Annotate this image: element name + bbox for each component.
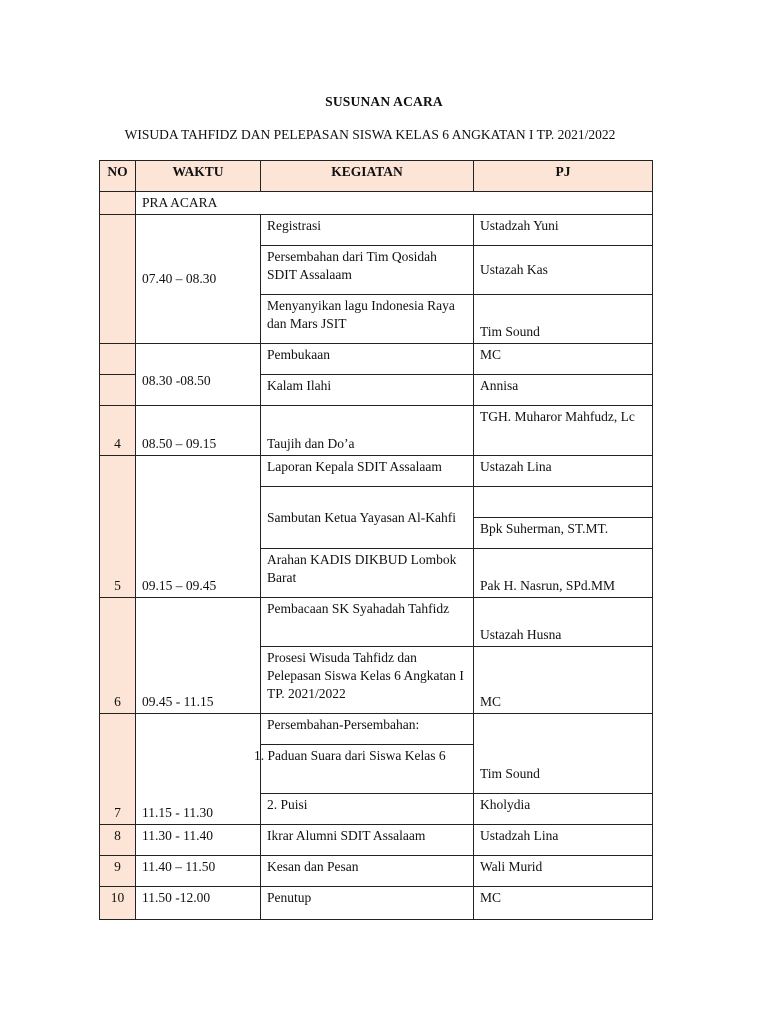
pj-cell: Ustazah Lina <box>474 456 653 487</box>
pj-cell: Tim Sound <box>474 714 653 794</box>
header-waktu: WAKTU <box>136 161 261 192</box>
row-no-cell: 7 <box>100 714 136 825</box>
row-no-cell: 8 <box>100 825 136 856</box>
kegiatan-cell <box>254 745 474 794</box>
row-no-cell: 6 <box>100 598 136 714</box>
row-no-cell: 5 <box>100 456 136 598</box>
table-row <box>100 456 653 487</box>
pj-cell: MC <box>474 887 653 920</box>
pj-cell: Annisa <box>474 375 653 406</box>
kegiatan-cell: Pembukaan <box>261 344 474 375</box>
row-no-cell: 10 <box>100 887 136 920</box>
pj-cell: Pak H. Nasrun, SPd.MM <box>474 549 653 598</box>
kegiatan-cell: Registrasi <box>261 215 474 246</box>
table-row <box>100 598 653 647</box>
document-subtitle: WISUDA TAHFIDZ DAN PELEPASAN SISWA KELAS 6 ANGKATAN I TP. 2021/2022 <box>124 127 616 142</box>
row-no-cell <box>100 375 136 406</box>
waktu-cell: 11.50 -12.00 <box>136 887 261 920</box>
table-row <box>100 887 653 920</box>
pj-cell: TGH. Muharor Mahfudz, Lc <box>474 406 653 456</box>
kegiatan-cell: Penutup <box>261 887 474 920</box>
pj-cell: Ustadzah Yuni <box>474 215 653 246</box>
pj-cell: MC <box>474 344 653 375</box>
pj-cell: Wali Murid <box>474 856 653 887</box>
header-pj: PJ <box>474 161 653 192</box>
waktu-cell: 09.15 – 09.45 <box>136 456 261 598</box>
kegiatan-cell: Ikrar Alumni SDIT Assalaam <box>261 825 474 856</box>
list-number: 1. <box>254 748 265 763</box>
kegiatan-cell: Menyanyikan lagu Indonesia Raya dan Mars JSIT <box>261 295 474 344</box>
header-no: NO <box>100 161 136 192</box>
waktu-cell: 08.30 -08.50 <box>136 344 261 406</box>
pra-acara-label: PRA ACARA <box>136 192 653 215</box>
waktu-cell: 09.45 - 11.15 <box>136 598 261 714</box>
waktu-cell: 11.15 - 11.30 <box>136 714 261 825</box>
waktu-cell: 07.40 – 08.30 <box>136 215 261 344</box>
kegiatan-cell: Persembahan-Persembahan: <box>261 714 474 745</box>
header-kegiatan: KEGIATAN <box>261 161 474 192</box>
kegiatan-cell: Pembacaan SK Syahadah Tahfidz <box>261 598 474 647</box>
pj-cell: Ustadzah Lina <box>474 825 653 856</box>
kegiatan-cell: Kesan dan Pesan <box>261 856 474 887</box>
table-row <box>100 344 653 375</box>
kegiatan-cell: Prosesi Wisuda Tahfidz dan Pelepasan Siswa Kelas 6 Angkatan I TP. 2021/2022 <box>261 647 474 714</box>
header-row <box>100 161 653 192</box>
list-item-text: Paduan Suara dari Siswa Kelas 6 <box>267 748 446 763</box>
table-row <box>100 825 653 856</box>
row-no-cell <box>100 192 136 215</box>
waktu-cell: 08.50 – 09.15 <box>136 406 261 456</box>
table-row <box>100 192 653 215</box>
pj-cell: MC <box>474 647 653 714</box>
kegiatan-cell: 2. Puisi <box>261 794 474 825</box>
row-no-cell <box>100 215 136 344</box>
pj-cell <box>474 487 653 518</box>
pj-cell: Tim Sound <box>474 295 653 344</box>
kegiatan-cell: Taujih dan Do’a <box>261 406 474 456</box>
waktu-cell: 11.40 – 11.50 <box>136 856 261 887</box>
pj-cell: Kholydia <box>474 794 653 825</box>
table-row <box>100 714 653 745</box>
pj-cell: Bpk Suherman, ST.MT. <box>474 518 653 549</box>
row-no-cell: 4 <box>100 406 136 456</box>
kegiatan-cell: Sambutan Ketua Yayasan Al-Kahfi <box>261 487 474 549</box>
kegiatan-cell: Persembahan dari Tim Qosidah SDIT Assalaam <box>261 246 474 295</box>
table-row <box>100 856 653 887</box>
schedule-table <box>99 160 653 920</box>
table-row <box>100 215 653 246</box>
kegiatan-cell: Kalam Ilahi <box>261 375 474 406</box>
document-title: SUSUNAN ACARA <box>325 94 443 109</box>
waktu-cell: 11.30 - 11.40 <box>136 825 261 856</box>
kegiatan-cell: Laporan Kepala SDIT Assalaam <box>261 456 474 487</box>
pj-cell: Ustazah Husna <box>474 598 653 647</box>
row-no-cell <box>100 344 136 375</box>
row-no-cell: 9 <box>100 856 136 887</box>
table-row <box>100 406 653 456</box>
pj-cell: Ustazah Kas <box>474 246 653 295</box>
kegiatan-cell: Arahan KADIS DIKBUD Lombok Barat <box>261 549 474 598</box>
